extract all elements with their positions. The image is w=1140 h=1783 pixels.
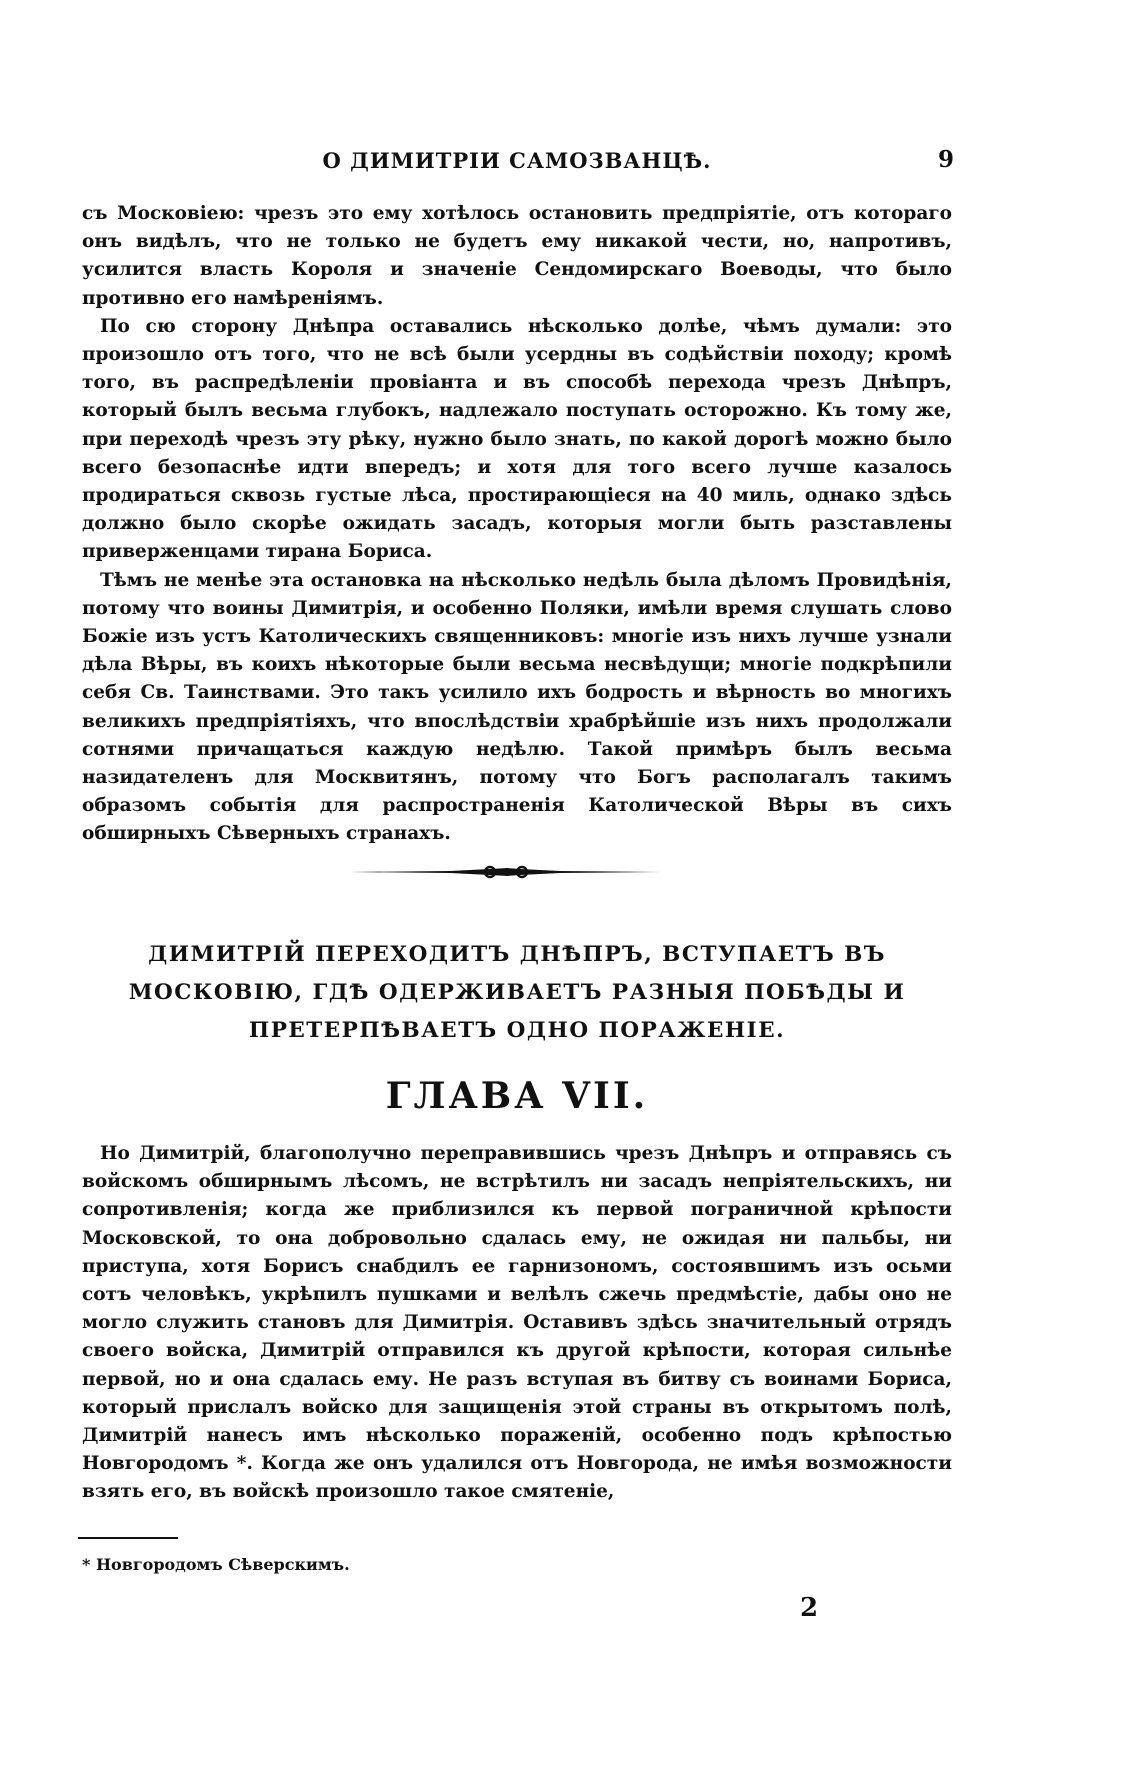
running-title: О ДИМИТРІИ САМОЗВАНЦѢ. (322, 148, 712, 173)
section-2-text (82, 1140, 952, 1507)
paragraph: Но Димитрій, благополучно переправившись чрезъ Днѣпръ и отправясь съ войскомъ обширнымъ лѣсомъ, не встрѣтилъ ни засадъ непріятельскихъ, ни сопротивленія; когда же приблизился къ первой пограничной крѣпости Московской, то она добровольно сдалась ему, не ожидая ни пальбы, ни приступа, хотя Борисъ снабдилъ ее гарнизономъ, состоявшимъ изъ осьми сотъ человѣкъ, укрѣпилъ пушками и велѣлъ сжечь предмѣстіе, дабы оно не могло служить становъ для Димитрія. Оставивъ здѣсь значительный отрядъ своего войска, Димитрій отправился къ другой крѣпости, которая сильнѣе первой, но и она сдалась ему. Не разъ вступая въ битву съ воинами Бориса, который прислалъ войско для защищенія этой страны въ открытомъ полѣ, Димитрій нанесъ имъ нѣсколько пораженій, особенно подъ крѣпостью Новгородомъ *. Когда же онъ удалился отъ Новгорода, не имѣя возможности взять его, въ войскѣ произошло такое смятеніе, (82, 1143, 952, 1503)
paragraph: съ Московіею: чрезъ это ему хотѣлось остановить предпріятіе, отъ котораго онъ видѣлъ, что не только не будетъ ему никакой чести, но, напротивъ, усилится власть Короля и значеніе Сендомирскаго Воеводы, что было противно его намѣреніямъ. (82, 203, 952, 309)
footnote-rule (78, 1537, 178, 1539)
signature-mark: 2 (800, 1593, 819, 1623)
chapter-number: ГЛАВА VII. (385, 1075, 649, 1117)
section-divider-ornament (350, 858, 660, 886)
ornament-icon (350, 858, 660, 886)
section-1-text (82, 200, 952, 849)
paragraph: По сю сторону Днѣпра оставались нѣсколько долѣе, чѣмъ думали: это произошло отъ того, что не всѣ были усердны въ содѣйствіи походу; кромѣ того, въ распредѣленіи провіанта и въ способѣ перехода чрезъ Днѣпръ, который былъ весьма глубокъ, надлежало поступать осторожно. Къ тому же, при переходѣ чрезъ эту рѣку, нужно было знать, по какой дорогѣ можно было всего безопаснѣе идти впередъ; и хотя для того всего лучше казалось продираться сквозь густые лѣса, простирающіеся на 40 миль, однако здѣсь должно было скорѣе ожидать засадъ, которыя могли быть разставлены приверженцами тирана Бориса. (82, 315, 952, 563)
paragraph: Тѣмъ не менѣе эта остановка на нѣсколько недѣль была дѣломъ Провидѣнія, потому что воины Димитрія, и особенно Поляки, имѣли время слушать слово Божіе изъ устъ Католическихъ священниковъ: многіе изъ нихъ лучше узнали дѣла Вѣры, въ коихъ нѣкоторые были весьма несвѣдущи; многіе подкрѣпили себя Св. Таинствами. Это такъ усилило ихъ бодрость и вѣрность во многихъ великихъ предпріятіяхъ, что впослѣдствіи храбрѣйшіе изъ нихъ продолжали сотнями причащаться каждую недѣлю. Такой примѣръ былъ весьма назидателенъ для Москвитянъ, потому что Богъ располагалъ такимъ образомъ событія для распространенія Католической Вѣры въ сихъ обширныхъ Сѣверныхъ странахъ. (82, 569, 952, 845)
footnote: * Новгородомъ Сѣверскимъ. (82, 1555, 350, 1574)
page-number: 9 (937, 146, 954, 173)
chapter-heading: ДИМИТРІЙ ПЕРЕХОДИТЪ ДНѢПРЪ, ВСТУПАЕТЪ ВЪ МОСКОВІЮ, ГДѢ ОДЕРЖИВАЕТЪ РАЗНЫЯ ПОБѢДЫ И ПРЕТЕРПѢВАЕТЪ ОДНО ПОРАЖЕНІЕ. (128, 942, 906, 1043)
